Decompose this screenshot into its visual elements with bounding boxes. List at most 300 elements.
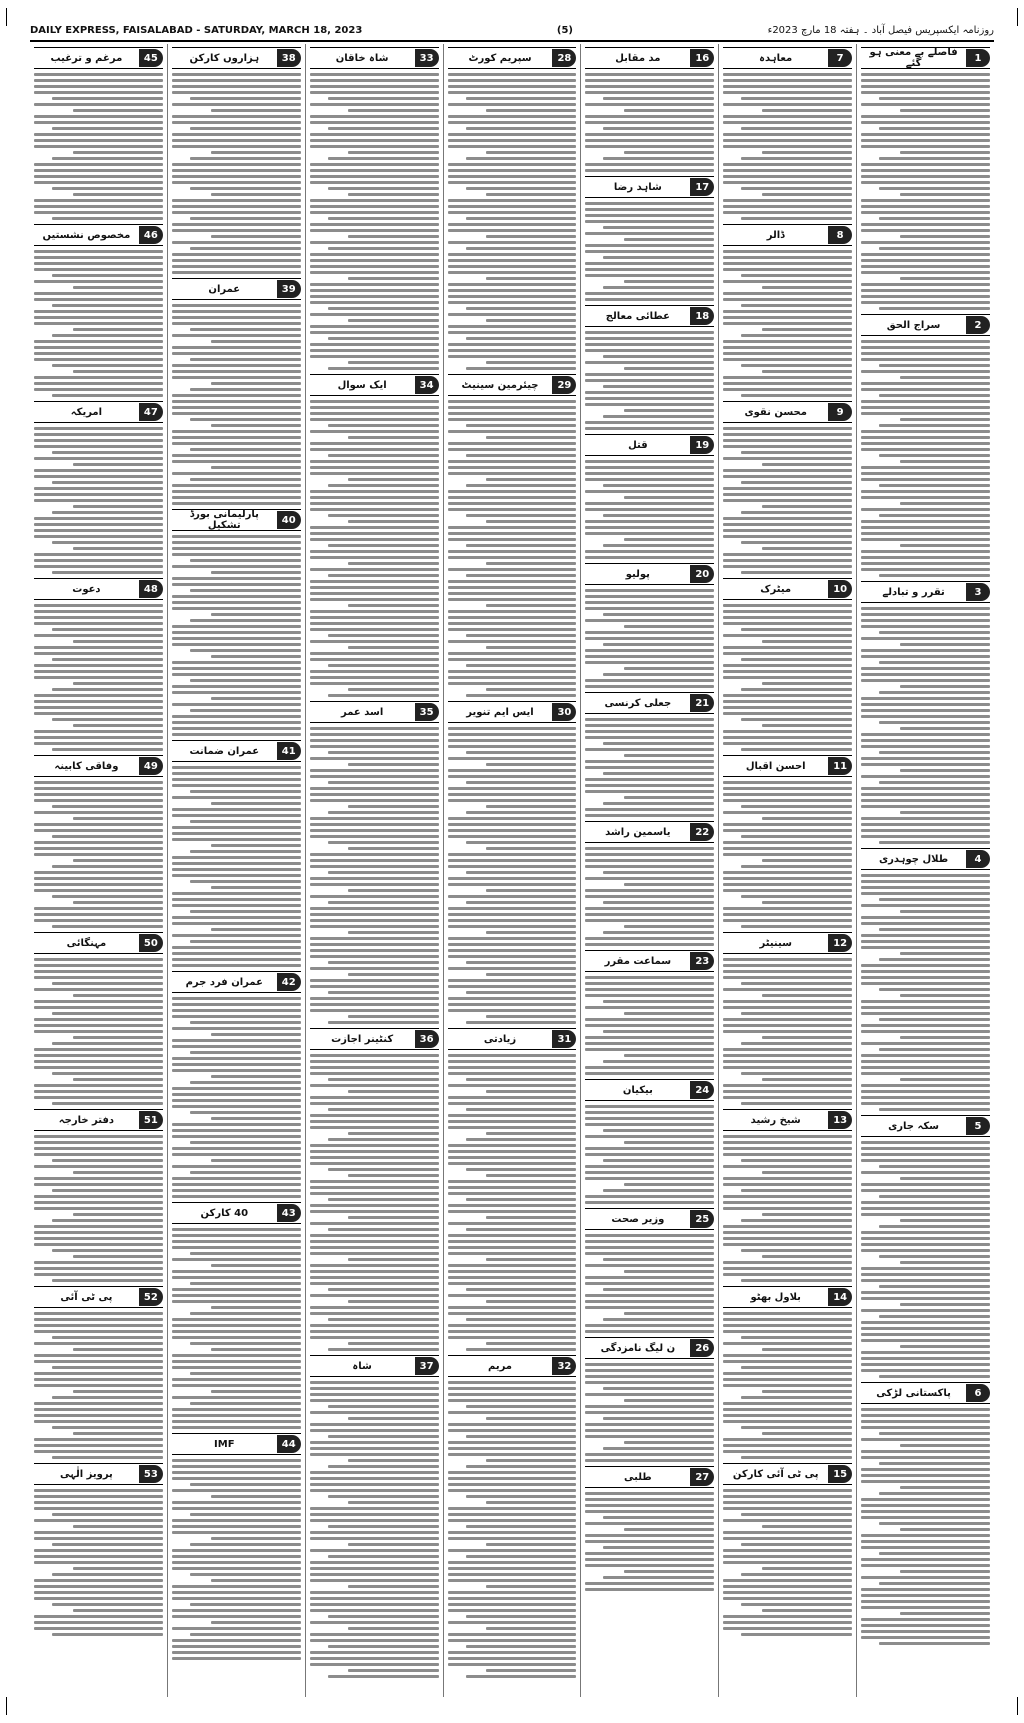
text-line	[34, 346, 163, 349]
text-line	[310, 769, 439, 772]
text-line	[34, 907, 163, 910]
text-line	[466, 367, 577, 370]
text-line	[879, 988, 990, 991]
text-line	[190, 940, 301, 943]
text-line	[190, 880, 301, 883]
text-line	[190, 127, 301, 130]
text-line	[603, 1288, 714, 1291]
text-line	[723, 1048, 852, 1051]
text-line	[172, 1465, 301, 1468]
text-line	[448, 1573, 577, 1576]
text-line	[328, 454, 439, 457]
text-line	[348, 646, 438, 649]
text-line	[585, 1240, 714, 1243]
text-line	[723, 1177, 852, 1180]
text-line	[723, 433, 852, 436]
text-line	[861, 1351, 990, 1354]
text-line	[585, 619, 714, 622]
text-line	[861, 1291, 990, 1294]
text-line	[624, 667, 714, 670]
text-line	[723, 376, 852, 379]
text-line	[310, 430, 439, 433]
text-line	[34, 964, 163, 967]
text-line	[861, 508, 990, 511]
text-line	[190, 1342, 301, 1345]
text-line	[211, 886, 301, 889]
text-line	[172, 91, 301, 94]
text-line	[486, 973, 576, 976]
text-line	[585, 724, 714, 727]
text-line	[603, 415, 714, 418]
text-line	[861, 241, 990, 244]
text-line	[448, 241, 577, 244]
text-line	[211, 1348, 301, 1351]
text-line	[861, 430, 990, 433]
news-item-body-text	[861, 1406, 990, 1645]
text-line	[466, 307, 577, 310]
text-line	[310, 568, 439, 571]
text-line	[762, 817, 852, 820]
text-line	[310, 271, 439, 274]
text-line	[328, 991, 439, 994]
text-line	[466, 1318, 577, 1321]
text-line	[328, 871, 439, 874]
text-line	[861, 1297, 990, 1300]
text-line	[585, 907, 714, 910]
text-line	[348, 763, 438, 766]
text-line	[34, 1501, 163, 1504]
text-line	[52, 688, 163, 691]
news-item-title: امریکہ	[70, 406, 103, 418]
text-line	[172, 139, 301, 142]
text-line	[310, 1471, 439, 1474]
text-line	[310, 133, 439, 136]
text-line	[310, 502, 439, 505]
text-line	[900, 643, 990, 646]
text-line	[603, 1546, 714, 1549]
text-line	[310, 1009, 439, 1012]
news-item	[172, 971, 301, 1198]
text-line	[34, 517, 163, 520]
text-line	[73, 1171, 163, 1174]
text-line	[603, 1387, 714, 1390]
text-line	[585, 808, 714, 811]
text-line	[34, 793, 163, 796]
text-line	[723, 1438, 852, 1441]
text-line	[52, 451, 163, 454]
text-line	[34, 1090, 163, 1093]
text-line	[52, 334, 163, 337]
text-line	[73, 547, 163, 550]
news-item-heading	[585, 47, 714, 69]
text-line	[762, 328, 852, 331]
text-line	[172, 766, 301, 769]
text-line	[310, 622, 439, 625]
text-line	[328, 1615, 439, 1618]
text-line	[585, 1453, 714, 1456]
text-line	[172, 583, 301, 586]
text-line	[310, 787, 439, 790]
text-line	[172, 1366, 301, 1369]
text-line	[190, 1141, 301, 1144]
news-item	[172, 740, 301, 967]
news-item-title: احسن اقبال	[745, 760, 806, 772]
text-line	[172, 259, 301, 262]
text-line	[585, 1048, 714, 1051]
news-item	[172, 278, 301, 505]
text-line	[310, 1330, 439, 1333]
news-item-number-badge: 24	[690, 1081, 714, 1099]
text-line	[603, 226, 714, 229]
text-line	[34, 499, 163, 502]
text-line	[723, 1237, 852, 1240]
text-line	[310, 967, 439, 970]
news-item-number-badge: 23	[690, 952, 714, 970]
text-line	[448, 1096, 577, 1099]
text-line	[34, 1489, 163, 1492]
text-line	[861, 1564, 990, 1567]
text-line	[172, 265, 301, 268]
text-line	[172, 874, 301, 877]
text-line	[34, 1414, 163, 1417]
text-line	[172, 304, 301, 307]
text-line	[34, 382, 163, 385]
text-line	[861, 1498, 990, 1501]
text-line	[448, 1609, 577, 1612]
text-line	[310, 598, 439, 601]
text-line	[585, 508, 714, 511]
text-line	[723, 1384, 852, 1387]
text-line	[34, 1354, 163, 1357]
text-line	[172, 199, 301, 202]
text-line	[448, 823, 577, 826]
text-line	[190, 388, 301, 391]
text-line	[723, 1519, 852, 1522]
text-line	[723, 1330, 852, 1333]
text-line	[34, 175, 163, 178]
text-line	[348, 436, 438, 439]
text-line	[448, 1222, 577, 1225]
text-line	[310, 907, 439, 910]
text-line	[603, 901, 714, 904]
text-line	[448, 472, 577, 475]
text-line	[861, 283, 990, 286]
text-line	[861, 79, 990, 82]
text-line	[900, 109, 990, 112]
text-line	[466, 1465, 577, 1468]
text-line	[448, 1507, 577, 1510]
text-line	[723, 115, 852, 118]
text-line	[34, 103, 163, 106]
text-line	[585, 1117, 714, 1120]
text-line	[861, 703, 990, 706]
text-line	[310, 1621, 439, 1624]
news-item-body-text	[723, 602, 852, 751]
text-line	[879, 217, 990, 220]
news-item-heading	[34, 1109, 163, 1131]
text-line	[741, 1279, 852, 1282]
text-line	[879, 187, 990, 190]
text-line	[448, 1657, 577, 1660]
text-line	[486, 889, 576, 892]
text-line	[585, 859, 714, 862]
text-line	[741, 835, 852, 838]
text-line	[310, 1531, 439, 1534]
text-line	[741, 97, 852, 100]
text-line	[328, 664, 439, 667]
text-line	[762, 640, 852, 643]
text-line	[603, 544, 714, 547]
text-line	[723, 1267, 852, 1270]
text-line	[310, 121, 439, 124]
text-line	[310, 1381, 439, 1384]
news-item-body-text	[585, 1361, 714, 1462]
text-line	[466, 337, 577, 340]
text-line	[211, 1159, 301, 1162]
text-line	[466, 1021, 577, 1024]
text-line	[741, 1249, 852, 1252]
text-line	[585, 982, 714, 985]
text-line	[310, 331, 439, 334]
text-line	[585, 220, 714, 223]
text-line	[585, 349, 714, 352]
text-line	[466, 514, 577, 517]
text-line	[448, 1324, 577, 1327]
text-line	[52, 304, 163, 307]
text-line	[448, 1144, 577, 1147]
text-line	[585, 1282, 714, 1285]
news-item-title: قتل	[628, 439, 648, 451]
text-line	[310, 1453, 439, 1456]
text-line	[448, 460, 577, 463]
text-line	[861, 625, 990, 628]
text-line	[172, 115, 301, 118]
text-line	[448, 652, 577, 655]
text-line	[34, 1066, 163, 1069]
text-line	[723, 529, 852, 532]
text-line	[861, 1558, 990, 1561]
text-line	[585, 1036, 714, 1039]
text-line	[310, 103, 439, 106]
text-line	[900, 994, 990, 997]
text-line	[172, 997, 301, 1000]
text-line	[603, 385, 714, 388]
text-line	[585, 1177, 714, 1180]
text-line	[879, 1018, 990, 1021]
text-line	[34, 316, 163, 319]
text-line	[310, 490, 439, 493]
text-line	[741, 1189, 852, 1192]
news-item-title: محسن نقوی	[744, 406, 807, 418]
text-line	[448, 538, 577, 541]
text-line	[723, 787, 852, 790]
text-line	[172, 490, 301, 493]
text-line	[900, 1177, 990, 1180]
text-line	[741, 1513, 852, 1516]
news-item	[172, 509, 301, 736]
text-line	[448, 1531, 577, 1534]
text-line	[310, 1312, 439, 1315]
text-line	[52, 865, 163, 868]
text-line	[328, 157, 439, 160]
news-item-heading	[723, 224, 852, 246]
text-line	[448, 895, 577, 898]
text-line	[723, 1597, 852, 1600]
text-line	[585, 91, 714, 94]
text-line	[741, 571, 852, 574]
text-line	[172, 1087, 301, 1090]
text-line	[34, 1621, 163, 1624]
text-line	[172, 832, 301, 835]
text-line	[34, 1195, 163, 1198]
text-line	[34, 529, 163, 532]
text-line	[861, 892, 990, 895]
news-item-number-badge: 39	[277, 280, 301, 298]
text-line	[52, 1189, 163, 1192]
news-item	[448, 1355, 577, 1678]
news-item-number-badge: 25	[690, 1210, 714, 1228]
text-line	[211, 193, 301, 196]
text-line	[190, 97, 301, 100]
text-line	[585, 1375, 714, 1378]
text-line	[211, 571, 301, 574]
text-line	[448, 355, 577, 358]
text-line	[172, 661, 301, 664]
text-line	[585, 1294, 714, 1297]
text-line	[861, 520, 990, 523]
text-line	[448, 1072, 577, 1075]
text-line	[861, 1207, 990, 1210]
text-line	[310, 1156, 439, 1159]
text-line	[73, 1213, 163, 1216]
text-line	[466, 1405, 577, 1408]
news-item-body-text	[172, 533, 301, 736]
text-line	[310, 1573, 439, 1576]
news-item-heading	[34, 932, 163, 954]
text-line	[52, 1603, 163, 1606]
text-line	[603, 157, 714, 160]
text-line	[466, 1138, 577, 1141]
text-line	[861, 1084, 990, 1087]
text-line	[723, 358, 852, 361]
text-line	[466, 841, 577, 844]
text-line	[585, 1153, 714, 1156]
text-line	[466, 664, 577, 667]
text-line	[34, 1261, 163, 1264]
text-line	[34, 1312, 163, 1315]
text-line	[448, 787, 577, 790]
text-line	[52, 511, 163, 514]
text-line	[310, 211, 439, 214]
text-line	[723, 712, 852, 715]
text-line	[448, 985, 577, 988]
news-item-number-badge: 22	[690, 823, 714, 841]
text-line	[211, 466, 301, 469]
text-line	[34, 1273, 163, 1276]
text-line	[52, 571, 163, 574]
news-item-number-badge: 11	[828, 757, 852, 775]
text-line	[861, 745, 990, 748]
text-line	[34, 79, 163, 82]
text-line	[172, 1063, 301, 1066]
text-line	[448, 1252, 577, 1255]
text-line	[466, 1675, 577, 1678]
text-line	[448, 853, 577, 856]
text-line	[34, 298, 163, 301]
text-line	[762, 1609, 852, 1612]
text-line	[34, 958, 163, 961]
text-line	[34, 799, 163, 802]
text-line	[190, 1021, 301, 1024]
text-line	[190, 1111, 301, 1114]
news-item-heading	[310, 1028, 439, 1050]
text-line	[172, 1507, 301, 1510]
text-line	[34, 262, 163, 265]
text-line	[310, 1054, 439, 1057]
text-line	[34, 469, 163, 472]
text-line	[741, 481, 852, 484]
text-line	[603, 256, 714, 259]
text-line	[723, 1006, 852, 1009]
news-item-title: کنٹینر اجازت	[331, 1033, 394, 1045]
text-line	[310, 1114, 439, 1117]
text-line	[172, 496, 301, 499]
text-line	[310, 1060, 439, 1063]
text-line	[448, 1429, 577, 1432]
text-line	[172, 946, 301, 949]
text-line	[172, 79, 301, 82]
text-line	[52, 658, 163, 661]
text-line	[310, 628, 439, 631]
text-line	[861, 139, 990, 142]
text-line	[348, 1543, 438, 1546]
text-line	[762, 1036, 852, 1039]
text-line	[585, 1306, 714, 1309]
text-line	[741, 658, 852, 661]
text-line	[723, 1231, 852, 1234]
text-line	[310, 616, 439, 619]
crop-mark	[6, 1697, 25, 1715]
text-line	[448, 223, 577, 226]
text-line	[466, 1228, 577, 1231]
text-line	[861, 607, 990, 610]
text-line	[861, 133, 990, 136]
text-line	[861, 1333, 990, 1336]
text-line	[190, 1312, 301, 1315]
text-line	[466, 454, 577, 457]
text-line	[34, 358, 163, 361]
news-item-number-badge: 15	[828, 1465, 852, 1483]
text-line	[585, 1300, 714, 1303]
news-item-heading	[723, 932, 852, 954]
text-line	[448, 1651, 577, 1654]
text-line	[448, 1003, 577, 1006]
text-line	[603, 484, 714, 487]
text-line	[348, 1417, 438, 1420]
text-line	[624, 238, 714, 241]
text-line	[310, 895, 439, 898]
text-line	[861, 526, 990, 529]
text-line	[52, 1543, 163, 1546]
text-line	[73, 109, 163, 112]
text-line	[172, 691, 301, 694]
text-line	[448, 1102, 577, 1105]
text-line	[723, 1495, 852, 1498]
text-line	[34, 853, 163, 856]
text-line	[585, 103, 714, 106]
news-item-title: وفاقی کابینہ	[54, 760, 119, 772]
text-line	[448, 169, 577, 172]
